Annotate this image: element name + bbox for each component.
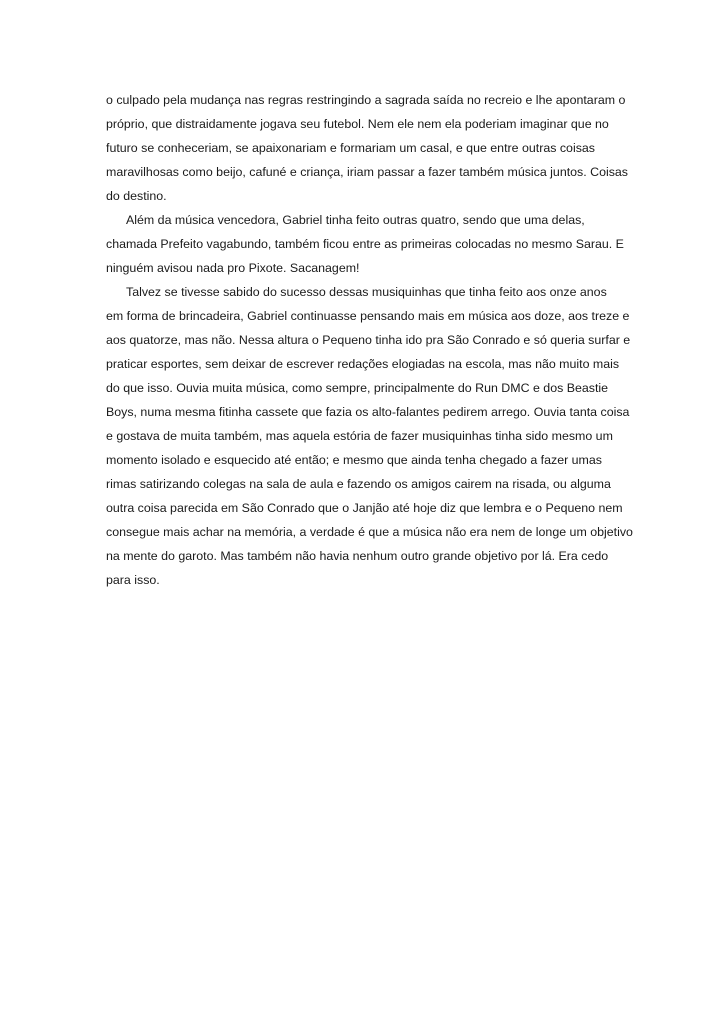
- text-line: do destino.: [106, 189, 167, 203]
- text-line: na mente do garoto. Mas também não havia nenhum outro grande objetivo por lá. Era cedo: [106, 549, 609, 563]
- text-line: para isso.: [106, 573, 160, 587]
- text-line: praticar esportes, sem deixar de escrever redações elogiadas na escola, mas não muito mais: [106, 357, 620, 371]
- text-line: do que isso. Ouvia muita música, como sempre, principalmente do Run DMC e dos Beastie: [106, 381, 609, 395]
- text-line: outra coisa parecida em São Conrado que o Janjão até hoje diz que lembra e o Pequeno nem: [106, 501, 623, 515]
- text-line: próprio, que distraidamente jogava seu futebol. Nem ele nem ela poderiam imaginar que no: [106, 117, 609, 131]
- text-line: o culpado pela mudança nas regras restringindo a sagrada saída no recreio e lhe apontaram o: [106, 93, 626, 107]
- text-line: futuro se conheceriam, se apaixonariam e formariam um casal, e que entre outras coisas: [106, 141, 595, 155]
- paragraph-start-line: Além da música vencedora, Gabriel tinha feito outras quatro, sendo que uma delas,: [126, 213, 585, 227]
- text-line: em forma de brincadeira, Gabriel continuasse pensando mais em música aos doze, aos treze e: [106, 309, 630, 323]
- paragraph-start-line: Talvez se tivesse sabido do sucesso dessas musiquinhas que tinha feito aos onze anos: [126, 285, 607, 299]
- text-line: Boys, numa mesma fitinha cassete que fazia os alto-falantes pedirem arrego. Ouvia tanta coisa: [106, 405, 630, 419]
- text-line: e gostava de muita também, mas aquela estória de fazer musiquinhas tinha sido mesmo um: [106, 429, 613, 443]
- text-line: ninguém avisou nada pro Pixote. Sacanagem!: [106, 261, 360, 275]
- text-line: consegue mais achar na memória, a verdade é que a música não era nem de longe um objetivo: [106, 525, 633, 539]
- text-line: chamada Prefeito vagabundo, também ficou entre as primeiras colocadas no mesmo Sarau. E: [106, 237, 624, 251]
- text-line: momento isolado e esquecido até então; e mesmo que ainda tenha chegado a fazer umas: [106, 453, 602, 467]
- text-line: aos quatorze, mas não. Nessa altura o Pequeno tinha ido pra São Conrado e só queria surfar e: [106, 333, 631, 347]
- text-line: maravilhosas como beijo, cafuné e criança, iriam passar a fazer também música juntos. Coisas: [106, 165, 629, 179]
- text-line: rimas satirizando colegas na sala de aula e fazendo os amigos cairem na risada, ou alguma: [106, 477, 611, 491]
